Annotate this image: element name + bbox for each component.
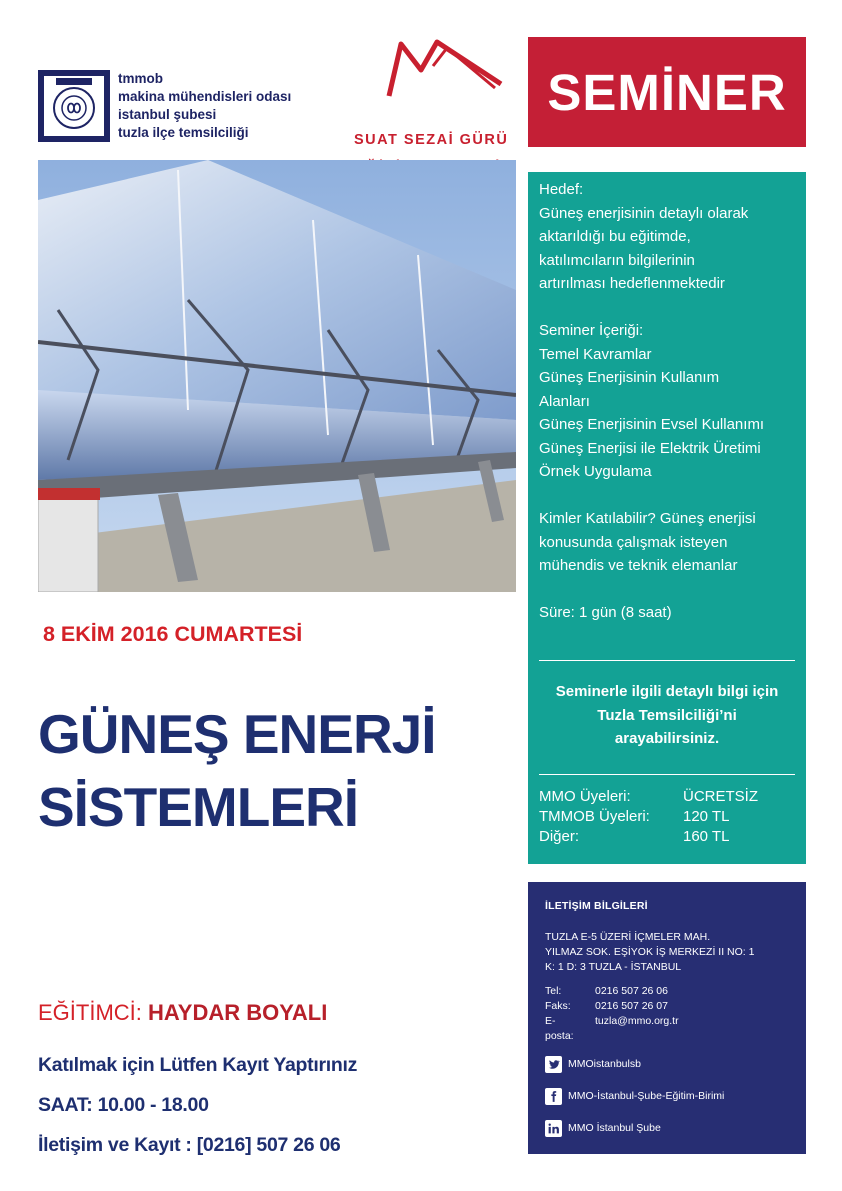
address-line: K: 1 D: 3 TUZLA - İSTANBUL (545, 961, 682, 973)
facebook-link[interactable] (545, 1086, 724, 1106)
price-label: Diğer: (539, 828, 580, 845)
register-note: Katılmak için Lütfen Kayıt Yaptırınız (38, 1054, 358, 1076)
tmmob-line2: makina mühendisleri odası (118, 89, 292, 104)
trainer-name: HAYDAR BOYALI (148, 1000, 328, 1025)
twitter-link[interactable] (545, 1054, 641, 1074)
content-heading: Seminer İçeriği: (539, 322, 644, 339)
event-title-line1: GÜNEŞ ENERJİ (38, 703, 436, 765)
event-time: SAAT: 10.00 - 18.00 (38, 1094, 209, 1116)
goal-line: aktarıldığı bu eğitimde, (539, 228, 691, 245)
tel-value[interactable]: 0216 507 26 06 (595, 985, 668, 997)
linkedin-icon (545, 1120, 562, 1137)
tmmob-text (118, 70, 291, 142)
goal-heading: Hedef: (539, 181, 584, 198)
divider (539, 774, 795, 775)
audience-line: konusunda çalışmak isteyen (539, 533, 728, 551)
ssg-logo (385, 36, 505, 100)
linkedin-page: MMO İstanbul Şube (568, 1122, 661, 1134)
divider (539, 660, 795, 661)
fax-label: Faks: (545, 1000, 571, 1012)
contact-note-line: Tuzla Temsilciliği’ni (597, 706, 737, 724)
registration-contact: İletişim ve Kayıt : [0216] 507 26 06 (38, 1134, 341, 1156)
email-label: E-posta: (545, 1015, 574, 1042)
twitter-handle: MMOistanbulsb (568, 1058, 641, 1070)
contact-note (539, 680, 795, 751)
twitter-icon (545, 1056, 562, 1073)
address-line: TUZLA E-5 ÜZERİ İÇMELER MAH. (545, 931, 711, 943)
price-label: MMO Üyeleri: (539, 788, 631, 805)
goal-line: katılımcıların bilgilerinin (539, 251, 695, 269)
tmmob-header (38, 68, 328, 144)
content-item: Temel Kavramlar (539, 345, 652, 363)
price-label: TMMOB Üyeleri: (539, 808, 650, 825)
content-item: Güneş Enerjisi ile Elektrik Üretimi (539, 439, 761, 457)
address (545, 930, 754, 975)
fax-value: 0216 507 26 07 (595, 1000, 668, 1012)
address-line: YILMAZ SOK. EŞİYOK İŞ MERKEZİ II NO: 1 (545, 946, 755, 958)
price-value: 160 TL (683, 828, 730, 845)
tel-label: Tel: (545, 985, 562, 997)
seminer-badge (528, 37, 806, 147)
trainer-label: EĞİTİMCİ: (38, 1000, 142, 1025)
audience-line: Kimler Katılabilir? Güneş enerjisi (539, 510, 756, 527)
price-value: 120 TL (683, 808, 730, 825)
contact-panel (528, 882, 806, 1154)
contact-title: İLETİŞİM BİLGİLERİ (545, 900, 648, 912)
facebook-icon (545, 1088, 562, 1105)
tmmob-line4: tuzla ilçe temsilciliği (118, 125, 249, 140)
contact-note-line: arayabilirsiniz. (614, 730, 720, 747)
content-item: Alanları (539, 392, 590, 410)
tmmob-line1: tmmob (118, 71, 163, 86)
ssg-name: SUAT SEZAİ GÜRÜ (354, 132, 509, 148)
price-value: ÜCRETSİZ (683, 788, 758, 805)
content-item: Güneş Enerjisinin Kullanım (539, 369, 720, 386)
ssg-header (340, 36, 520, 152)
linkedin-link[interactable] (545, 1118, 661, 1138)
duration: Süre: 1 gün (8 saat) (539, 604, 672, 621)
content-item: Örnek Uygulama (539, 463, 652, 480)
goal-line: Güneş enerjisinin detaylı olarak (539, 204, 749, 222)
info-panel (528, 172, 806, 864)
content-item: Güneş Enerjisinin Evsel Kullanımı (539, 416, 765, 433)
email-value[interactable]: tuzla@mmo.org.tr (595, 1015, 679, 1027)
tmmob-logo (38, 70, 110, 142)
trainer (38, 1000, 327, 1026)
contact-note-line: Seminerle ilgili detaylı bilgi için (555, 683, 779, 700)
info-body (539, 178, 801, 625)
seminer-label: SEMİNER (547, 63, 787, 121)
event-title (38, 698, 436, 844)
event-title-line2: SİSTEMLERİ (38, 776, 359, 838)
audience-line: mühendis ve teknik elemanlar (539, 557, 738, 574)
tmmob-line3: istanbul şubesi (118, 107, 217, 122)
goal-line: artırılması hedeflenmektedir (539, 275, 725, 292)
solar-collectors-photo (38, 160, 516, 592)
event-date: 8 EKİM 2016 CUMARTESİ (43, 622, 303, 646)
facebook-page: MMO-İstanbul-Şube-Eğitim-Birimi (568, 1090, 725, 1102)
